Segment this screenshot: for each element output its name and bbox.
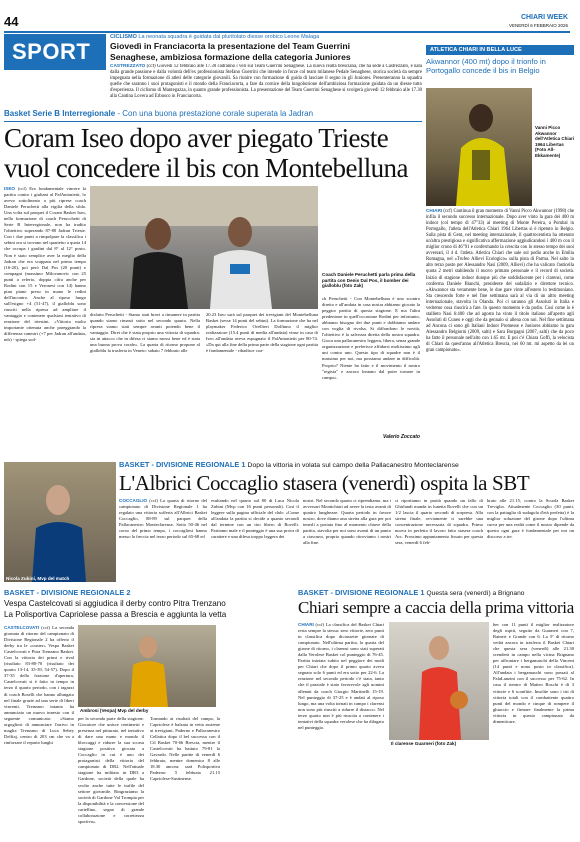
basket-title-2: vuol concedere il bis con Montebelluna bbox=[4, 153, 408, 183]
coccaglio-col-4: ci riportiamo in parità quando un fallo di Ghirlandi manda in lunetta Rovelli che con un 1/2 lascia il quarto secondi di sorpresa. Alla sirena finale, ovviamente ci sarebbe una concentrazione necessaria di squadra. Primo nuova in perfetta il lavoro fatto stasera coach Arc. Prossimo appuntamento fissato per questa sera, venerdì 6 feb- bbox=[395, 498, 483, 546]
basket-col-1: ISEO (ccf) Era fondamentale vincere la partita contro i giuliani al PalAntonietti, lo avevo sottolineato a più riprese coach Daniele Peruchetti alla vigilia della sfida. Una volta sul parquet il Coram Basket Iseo, nella formazione di coach Perucchetti di Serie B Interregionale, non ha tradito l'obiettivo superando 87-80 Jadran Trieste. Con i due punti a rimpolpare la classifica i sebini ora si trovano nel quartetto a quota 14 che occupa i gradini dal 8° al 12° posto. Non è stato semplice aver la meglio della Jadran che era scappata nel primo tempo (16-20), poi però Dal Pos (20 punti) e compagni (massimo Milovanovic con 25 punti a referto, doppia cifra anche per Rodini con 15 e Veronesi con 14) hanno pian piano preso in mano le redini dell'incontro. Anche al riposo lungo sull'esigno +4 (51-47), il gialloblu sono riusciti nella ripresa ad ampliare il vantaggio e contenere qualsiasi tentativo di reazione del triestini. «Vittoria molto importante ottenuta anche pareggiando la differenza canestri (+7 per Jadran all'andata, ndr) - spiega sod- bbox=[4, 186, 86, 343]
coccaglio-kicker-bold: BASKET - DIVISIONE REGIONALE 1 bbox=[119, 460, 246, 469]
castelcovati-photo bbox=[78, 625, 216, 707]
chiari-kicker-bold: BASKET - DIVISIONE REGIONALE 1 bbox=[298, 588, 425, 597]
player-illustration bbox=[389, 622, 489, 740]
castelcovati-caption: Ambrosi (Vespa) Mvp del derby bbox=[80, 708, 149, 713]
basket-kicker-rest: - Con una buona prestazione corale superata la Jadran bbox=[115, 109, 314, 118]
castelcovati-col-2: per la seconda parte della stagione. Giocatore che unisce centimetri e presenza nel pitturato, nel tentativo di dare una mano e mondo il bloccaggi e ridurre la sua scorsa stagione positiva giocata a Coccaglio in cui è uno dei protagonisti della vittoria del campionato di DR2. Nell'attuale stagione ha militato in DR3 a Gardone, società della quale ha svolto anche tutte le trafile del settore giovanile. Ringraziamo la società di Gardone Val Trompia per la disponibilità e la concessione del cartellino, segno di grande collaborazione e correttezza sportiva». bbox=[78, 716, 144, 824]
basket-caption: Coach Daniele Peruchetti parla prima della partita con Denis Dal Pos, il bomber dei gialloblu (foto Zak) bbox=[322, 272, 416, 289]
atletica-lead: CHIARI bbox=[426, 208, 443, 213]
coccaglio-col-3: nostri. Nel secondo quarto ci riprendiamo, ma i avversari Montichiari ad avere la testa avanti di quattro lunghezze. Quarta periodo in favore nostro, dove diamo una stretta alla gara per poi tenerli a portata fino al momento chiave della partita, stavolta per noi sono avanti di un punto a ciascuno, proprio quando ritroviamo i nostri alla fine. bbox=[303, 498, 391, 546]
ciclismo-kicker: La neonata squadra è guidata dal pluritolato diesse orobico Leone Malaga bbox=[138, 34, 320, 40]
coccaglio-col-5: braio alle 21.15, contro la Scuola Basket Treviglio. Attualmente Coccaglio (30 punti, con la pattuglia di sudagola d'età perfetta) è la miglior soluzione del girone dopo l'ultima curva per una realtà come il nostro dipende da questo ogni gara è fondamentale per noi un discorso a tre. bbox=[487, 498, 574, 540]
castelcovati-col-4 bbox=[222, 625, 294, 841]
basket-kicker-bold: Basket Serie B Interregionale bbox=[4, 109, 116, 118]
basket-col-3: 20.23 Iseo sarà sul parquet dei trevigiani del Montebelluna Basket (sesse 14 punti del sebini). La formazione che ha nel playmaker Federico Ovellieri Dolfinno il miglior realizzatore (15.4 punti di media all'andata) vinse in casa di Iseo all'andata aveva espugnato il PalAntonietti per 80-74. «Da qui alla fine della prima parte della stagione ogni partita è fondamentale - ribadisce coa- bbox=[206, 312, 318, 354]
atletica-label: ATLETICA CHIARI IN BELLA LUCE bbox=[426, 45, 574, 55]
ciclismo-body: (ccf) Giovedì 12 febbraio alle 17.30 cadranno i veli sul Team Guerrini Senaghese. La nuova realtà bresciana, che ha sede a Castrezzato, è nata dalla grande passione e dalla volontà dell'ex professionista Stefano Guerrini che intende in forze col team milanese Pedale Senaghese, storica società da sempre impegnata nella formazione di atleti delle categorie giovanili. Sa riunire con formazione di guida di lasciare il segno in gli Juniores. Presenteranno la squadra quelle che saranno i suoi protagonisti e il mondo della Franciacorta, a fare da cornice della lungoborione dell'ambiziosa formazione guidata da un diesse tutto d'esperienza. Il ciclismo di Mantegazza, in quanto grande professionista. La presentazione del Team Guerrini Senaghese si svolgerà giovedì 12 febbraio alle 17.30 alla Cantina Lovera ad Erbusco in Franciacorta. bbox=[110, 64, 422, 100]
section-tab bbox=[4, 34, 106, 70]
ciclismo-label: CICLISMO bbox=[110, 34, 137, 40]
paper-name: CHIARI WEEK bbox=[520, 14, 568, 21]
castelcovati-title-1: Vespa Castelcovati si aggiudica il derby contro Pitra Trenzano bbox=[4, 599, 226, 608]
atletica-caption: Vanni Picco Akwannor dell'Atletica Chiari 1964 Libertas (Foto All-Ekkamente) bbox=[535, 125, 575, 158]
runner-illustration bbox=[426, 88, 532, 206]
atletica-text: (ccf) Continua il gran momento di Vanni Picco Akwannor (1998) che infila il secondo successo internazionale. Dopo aver vinto la gara dei 400 m indoor (col tempo di 47"33) al meeting di Monte Pereira, a Pombal in Portogallo, l'atleta dell'Atletica Chiari 1964 Libertas si è ripetuto in Belgio. Sulla pista di Gent, nel meeting internazionale, il quattrocentista ha ottenuto un'altra prestigiosa e significativa affermazione aggiudicandosi i 400 m con il miglior crono di 46"91 e confermando la crescita con lo stesso tempo dei suoi avversari, il 4 d. l'atleta. Atletica Chiari che sale sul podio anche in Emilia Romagna, nel «Trofeo Allievi Ecologico» sulla pista di Parma. Nel salto in alto terzo posto per Alessandro Nasi (2009, Allievi) che ha valicato l'asticella quota 2 metri stabilendo il nuovo primato personale e il record di società. Inizio di stagione indoor dunque più che soddisfacente per i clarensi, come conferma Daniele Bianchi, presidente del sodalizio e direttore tecnico. «Akwannor sta veramente bene, le due gare vinte all'estero lo testimoniano. Sta crescendo forte e nel fine settimana sarà al via di un altro meeting internazionale, stavolta in Olanda. Poi ci saranno gli Assoluti in Italia e vedremo cosa riuscirà a fare. In questo momento è da podio. Così come lo è stallieto Nasi 6:400 che ad agosto ha vinto il titolo italiano all'aperto agli Assoluti di Cuneo e oggi che da gennaio si allena con noi. Nel fine settimana ad Ancona ci sono gli Italiani Indoor Promesse e Juniores abbiamo in gara Alessandro Belgiorni (2009, salti) e Sara Borgagni (2007, salti) che da poco ha fatto il personale nell'alto con 1.65 mt. E poi c'è Chiara Goffi, la velocista di Chiari da quest'anno all'Atletica Brescia, nei 60 mt. mi aspetto da lei un gran campionato». bbox=[426, 209, 574, 354]
castelcovati-lead: CASTELCOVATI bbox=[4, 625, 40, 630]
chiari-photo bbox=[389, 622, 489, 740]
coccaglio-caption: Nicola Zubini, Mvp del match bbox=[6, 576, 70, 581]
coccaglio-col-1: COCCAGLIO (ccf) La quarta di ritorno del campionato di Divisione Regionale 1 ha regalato una vittoria sofferta all'Albrici Basket Coccaglio, 88-89 sul parquet della Pallacanestro Monteclarense. Sotto 50-46 nel corso del primo tempo, i coccagliesi hanno messo la freccia nel terzo periodo sul 65-68 ed bbox=[119, 498, 207, 540]
atletica-photo bbox=[426, 88, 532, 206]
castelcovati-col-3: Tornando ai risultati del campo, la Capriolese è balzata in vetta assieme ai trevigiani, Paderno e Pallacanestro Cellatica dopo il bel successo con il Ctl Basket 70-66 Brescia, mentre il Castelcovati ha battuto 79-81 la Gavardo. Nelle partite di venerdì 6 febbraio, mentre domenica 8 alle 18.30 ancora: sarà Polisportiva Paderno: 5 febbraio 21.15 Capriolese-Sustinense. bbox=[150, 716, 220, 782]
page-number: 44 bbox=[4, 14, 19, 29]
player-illustration bbox=[4, 462, 116, 582]
coccaglio-lead: COCCAGLIO bbox=[119, 498, 148, 503]
chiari-title: Chiari sempre a caccia della prima vittoria bbox=[298, 598, 574, 617]
basket-col-2: disfatto Peruchetti - Siamo stati bravi a rimanere in partita quando siamo rimasti sotto nel secondo quarto. Nella ripresa siamo stati sempre avanti potendo bene il vantaggio. Direi che è stata proprio una vittoria di squadra: sia in attacco che in difesa ci siamo mossi bene ed è stata una buona prova corale». La quarta di ritorno propone al gialloblu la trasferta in Veneto: sabato 7 febbraio alle bbox=[90, 312, 200, 354]
coach-player-illustration bbox=[90, 186, 318, 309]
castelcovati-col-1: CASTELCOVATI (ccf) La seconda giornata di ritorno del campionato di Divisione Regionale 2 ha offerto il derby tra le «ouster» Vespa Basket Castelcovati e Pitra Trenzano Basket. Con la vittoria dei primi e rival (risultato 83-80-70 (risultato dei quarto 13-14, 35-39, 54-57). Dopo il 37-35 della frazione d'apertura, Castelcovati si è fatto in tempo in terzo il quarto periodo, con i ragazzi di coach Boselli che hanno allungato nel finale grazie ad una serie di liberi vincenti. Trenzano intanto ha annunciato un nuovo innesto con il seguente comunicato: «Siamo orgogliosi di annunciare l'arrivo in maglia Trenzano di Luca Sebey Delfiaj, centro di 203 cm che va a rinforzare il reparto lunghi bbox=[4, 625, 74, 745]
castelcovati-title-2: La Polisportiva Capriolese passa a Brescia e aggiunta la vetta bbox=[4, 610, 227, 619]
chiari-col-3: ber con 11 punti il miglior realizzatore degli ospiti, seguito da Guarneri con 7, Raineri e Grande con 6. La 5ª di ritorno vedrà ancora in trasferta il Basket Chiari che questa sera (venerdì) alle 21.30 scenderà in campo nella vicina Brignano per affrontare i bergamaschi della Vincent (14 punti e nono posto in classifica). All'andata i bergamaschi sono passati al PalaLanzini con il successo per 75-62. In casa il rientro di Matteo Boschi è di 3 vittorie e 6 sconfitte. Insolite sono i tiri di vittoria totali con il combattente quattro punti del mondo e cinque di rompere il ghiaccio e firmare finalmente la prima vittoria in questo campionato da dimenticare. bbox=[493, 622, 574, 724]
basket-kicker-rule bbox=[4, 121, 422, 122]
chiari-kicker-rest: Questa sera (venerdì) a Brignano bbox=[426, 590, 525, 597]
basket-col-4: ch Peruchetti - Con Montebelluna è uno scontro diretto e all'andata in casa nostra abbiamo giocato la peggior partita di questa stagione. E ma l'altra predenione in quell'occasione Rodini per infortunio, abbiamo bisogno dei due punti e dobbiamo andare con voglia di rivalsa. Si diffondono le novità, l'obiettivo è la salvezza diretta della nostra squadra. Gioca una pallacanestro leggera, libera, senza grande organizzazione e preferisce affidarsi moltissimo agli uni contro uno. Questo tipo di squadre non è il massimo per noi, ma possiamo andare in difficoltà. Proprio? Niente ha fatto e il movimento il nostro "regista" e ancora lontano dal poter tornare in campo». bbox=[322, 296, 420, 380]
player-illustration bbox=[78, 625, 216, 707]
basket-photo bbox=[90, 186, 318, 309]
issue-date: VENERDÌ 6 FEBBRAIO 2026 bbox=[508, 23, 568, 28]
header-rule bbox=[4, 31, 570, 33]
castelcovati-kicker: BASKET - DIVISIONE REGIONALE 2 bbox=[4, 588, 131, 597]
coccaglio-title: L'Albrici Coccaglio stasera (venerdì) ospita la SBT bbox=[119, 471, 530, 495]
coccaglio-kicker-rest: Dopo la vittoria in volata sul campo della Pallacanestro Monteclarense bbox=[247, 462, 459, 469]
ciclismo-block bbox=[110, 34, 422, 106]
coccaglio-photo bbox=[4, 462, 116, 582]
chiari-col-1: CHIARI (ccf) La classifica del Basket Chiari resta sempre la stessa: zero vittorie, zero punti in classifica dopo diciassette giornate di campionato. Nell'ultima partita, la quarta del girone di ritorno, i clarensi sono stati superati dalla Verolese Basket col punteggio di 76-45. Partita iniziata subito nel peggiore dei modi per Chiari che dopo il primo quarto aveva segnato solo 6 punti ed era sotto per 22-6. La reazione nel secondo periodo c'è stata, tanto che il parziale è stato favorevole agli uomini allenati da coach Giorgio Martinelli 15-19. Nel punteggio di 37-25 e è andati al riposo lungo, ma una volta tornati in campo i clarensi non sono più riusciti a ridurre il distacco. Nel terzo quarto non è più riuscita a contenere i tentativi della squadra verolese che ha dilagato nel punteggio. bbox=[298, 622, 384, 730]
coccaglio-col-2: esultando nel quarto sul 80 di Luca Nicola Zubini (Mvp con 16 punti personali). Così il leggere sulla pagina ufficiale del club: «Come all'andata la partita si decide a quanto secondi dal termine con un tiro libero di Rovelli. Partiamo male e il punteggio è una sua prova di carattere e una difesa troppo leggera dei bbox=[211, 498, 299, 540]
basket-kicker bbox=[4, 109, 422, 119]
atletica-body bbox=[426, 208, 574, 460]
basket-lead: ISEO bbox=[4, 186, 15, 191]
atletica-headline: Akwannor (400 mt) dopo il trionfo in Portogallo concede il bis in Belgio bbox=[426, 57, 546, 76]
ciclismo-title-2: Senaghese, ambiziosa formazione della categoria Juniores bbox=[110, 51, 351, 62]
basket-byline: Valerio Zoccato bbox=[382, 434, 420, 440]
chiari-lead: CHIARI bbox=[298, 622, 314, 627]
chiari-caption: Il clarense Guarneri (foto Zak) bbox=[391, 741, 457, 746]
ciclismo-title-1: Giovedì in Franciacorta la presentazione del Team Guerrini bbox=[110, 41, 351, 51]
section-label: SPORT bbox=[12, 39, 91, 64]
ciclismo-lead: CASTREZZATO bbox=[110, 64, 146, 69]
basket-title-1: Coram Iseo dopo aver piegato Trieste bbox=[4, 123, 389, 153]
